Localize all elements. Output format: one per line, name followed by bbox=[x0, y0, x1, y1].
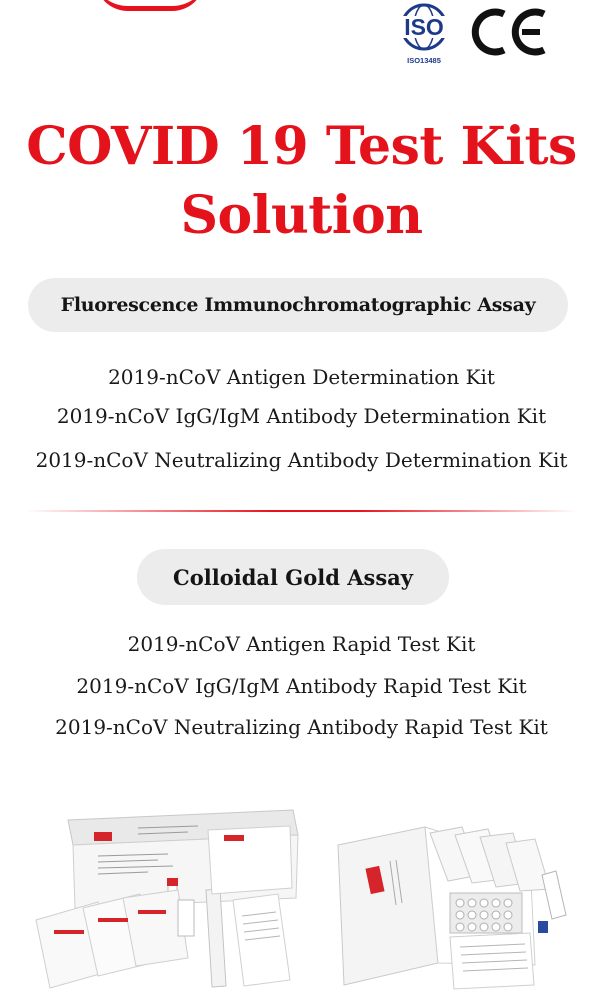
kit-item: 2019-nCoV Neutralizing Antibody Determination Kit bbox=[35, 448, 568, 472]
kit-item: 2019-nCoV Antigen Determination Kit bbox=[108, 365, 495, 389]
kit-item: 2019-nCoV Neutralizing Antibody Rapid Test Kit bbox=[55, 715, 548, 739]
page-title-line-1: COVID 19 Test Kits bbox=[26, 116, 577, 177]
kit-item: 2019-nCoV Antigen Rapid Test Kit bbox=[127, 632, 476, 656]
ce-mark-icon bbox=[470, 6, 548, 58]
kit-item: 2019-nCoV IgG/IgM Antibody Determination Kit bbox=[56, 404, 547, 428]
iso-text: ISO bbox=[404, 14, 444, 40]
colloidal-gold-kit-product-image bbox=[330, 815, 575, 993]
section-heading-fluorescence: Fluorescence Immunochromatographic Assay bbox=[28, 278, 568, 332]
section-divider bbox=[25, 510, 578, 512]
iso-certification-logo bbox=[393, 2, 455, 66]
section-heading-colloidal-gold: Colloidal Gold Assay bbox=[137, 549, 449, 605]
kit-item: 2019-nCoV IgG/IgM Antibody Rapid Test Kit bbox=[76, 674, 527, 698]
top-logo-arc bbox=[95, 0, 205, 11]
iso-number: ISO13485 bbox=[407, 56, 441, 65]
page-title-line-2: Solution bbox=[180, 185, 423, 246]
fluorescence-kit-product-image bbox=[28, 790, 318, 990]
